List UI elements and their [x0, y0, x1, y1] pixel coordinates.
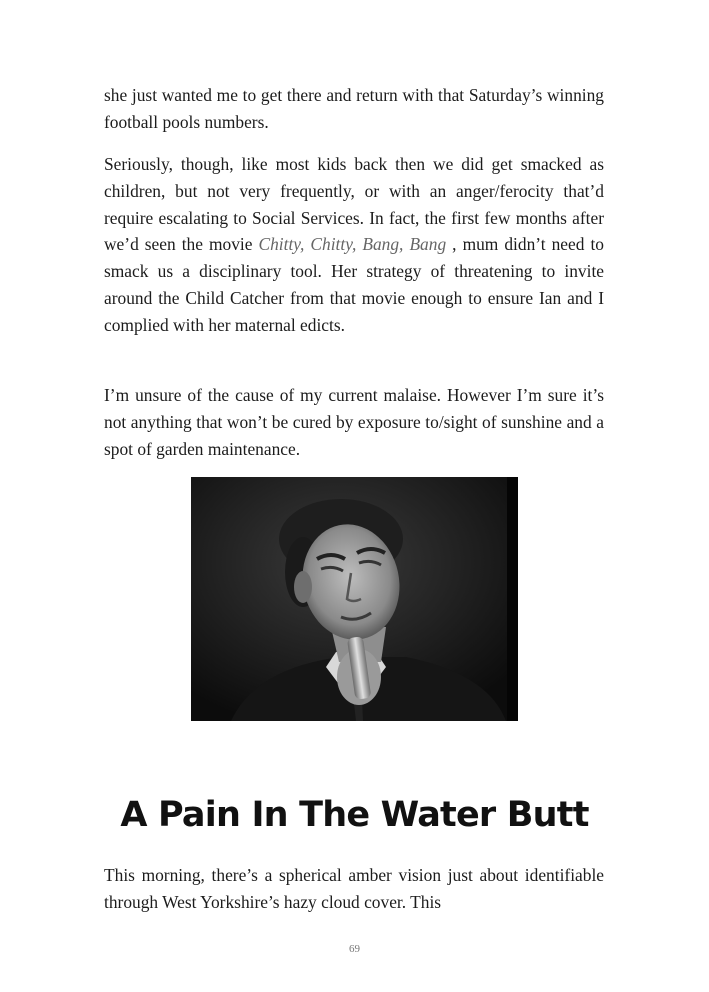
paragraph-text-start: Seriously, though, like most kids back then we did get smacked as children, but not very frequently, or with an anger/ferocity that’d require escalating to Social Services. In fact, the first few months after we’d seen the movie [104, 154, 604, 255]
paragraph-morning: This morning, there’s a spherical amber vision just about identifiable through West Yorkshire’s hazy cloud cover. This [104, 865, 604, 912]
chapter-heading: A Pain In The Water Butt [120, 795, 589, 835]
paragraph-text-end: , mum didn’t need to smack us a disciplinary tool. Her strategy of threatening to invite around the Child Catcher from that movie enough to ensure Ian and I complied with her maternal edicts. [104, 234, 604, 335]
page-number: 69 [349, 943, 360, 955]
paragraph-child-catcher [104, 151, 604, 339]
movie-title: Chitty, Chitty, Bang, Bang [258, 234, 447, 255]
paragraph-pools-numbers: she just wanted me to get there and return with that Saturday’s winning football pools numbers. [104, 85, 604, 132]
singer-photo [191, 477, 518, 721]
paragraph-malaise: I’m unsure of the cause of my current malaise. However I’m sure it’s not anything that won’t be cured by exposure to/sight of sunshine and a spot of garden maintenance. [104, 385, 604, 459]
